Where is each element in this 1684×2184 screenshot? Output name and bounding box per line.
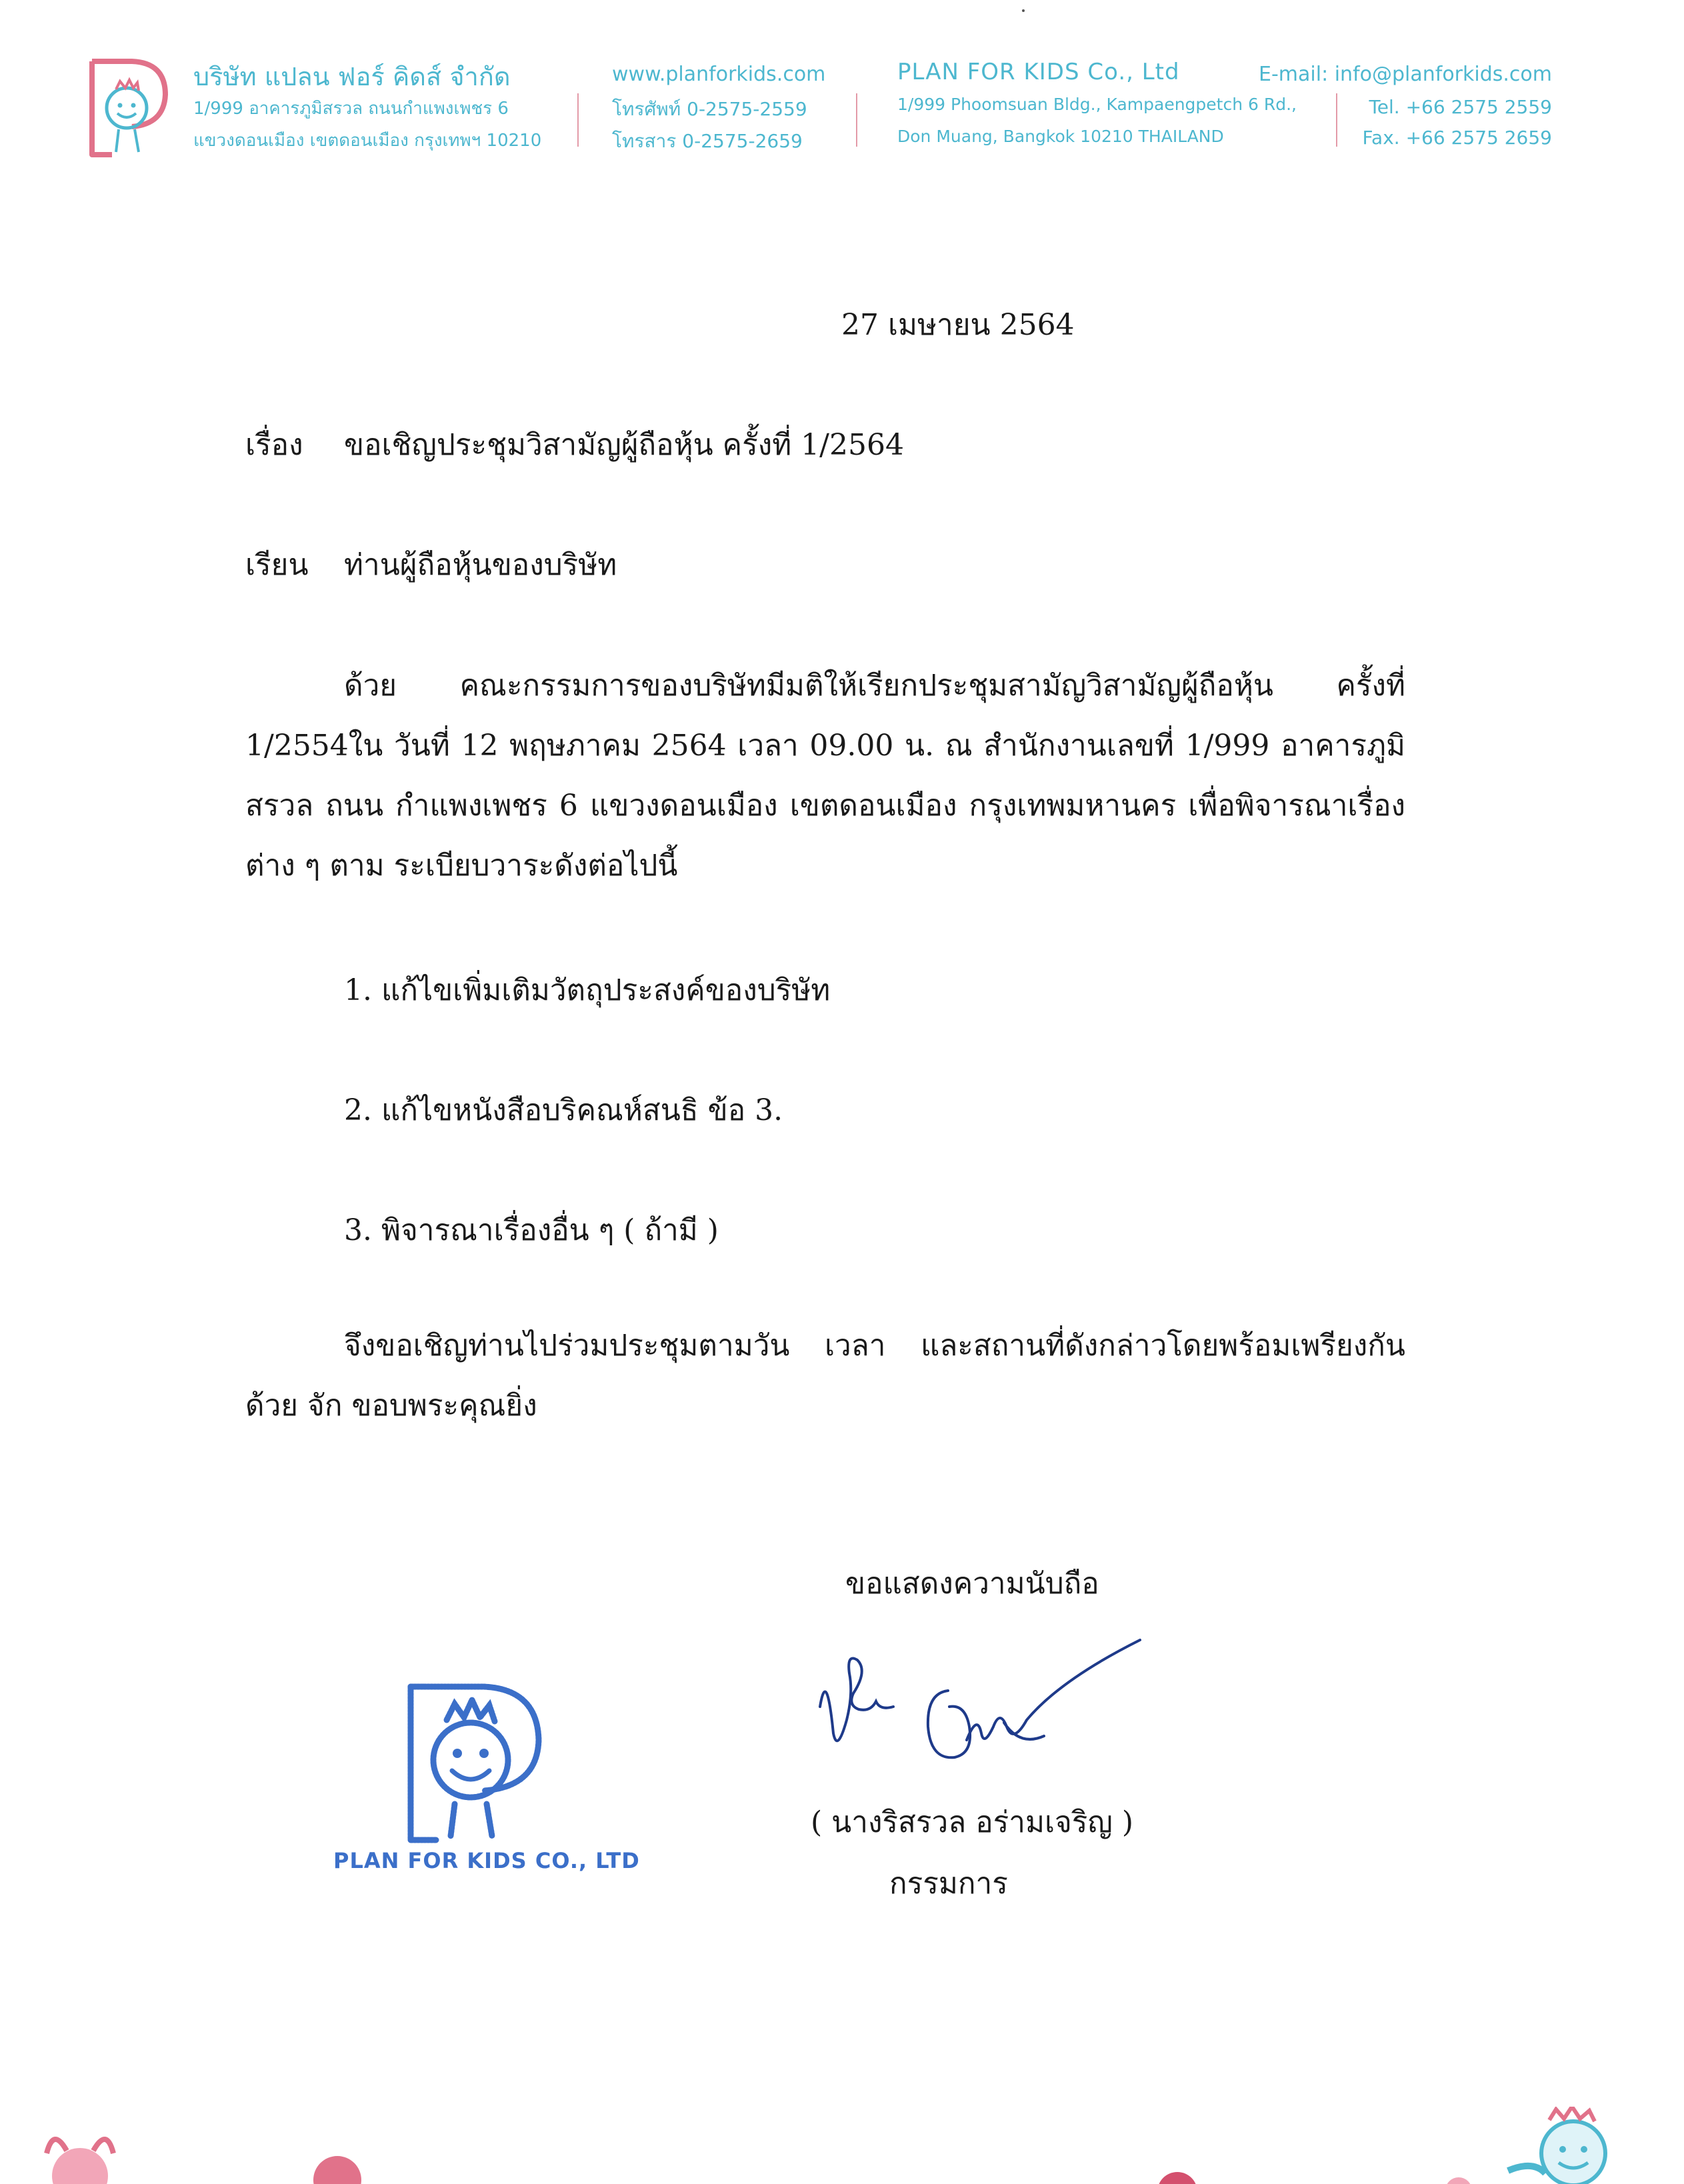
letter-date: 27 เมษายน 2564 bbox=[841, 308, 1075, 342]
plan-for-kids-logo-icon bbox=[85, 55, 171, 160]
letterhead bbox=[0, 0, 1684, 173]
stamp-company-label: PLAN FOR KIDS CO., LTD bbox=[333, 1848, 640, 1873]
letterhead-divider bbox=[577, 93, 579, 147]
company-name-thai: บริษัท แปลน ฟอร์ คิดส์ จำกัด bbox=[193, 62, 511, 91]
agenda-item: 3. พิจารณาเรื่องอื่น ๆ ( ถ้ามี ) bbox=[344, 1213, 719, 1247]
company-name-english: PLAN FOR KIDS Co., Ltd bbox=[897, 59, 1180, 85]
subject-label: เรื่อง bbox=[245, 428, 303, 462]
pink-creature-icon bbox=[313, 2156, 361, 2184]
company-address-thai-line-1: 1/999 อาคารภูมิสรวล ถนนกำแพงเพชร 6 bbox=[193, 99, 509, 119]
scan-speck bbox=[1022, 9, 1025, 12]
company-fax-thai: โทรสาร 0-2575-2659 bbox=[612, 130, 803, 152]
pink-dot-icon bbox=[1157, 2172, 1472, 2184]
company-address-thai-line-2: แขวงดอนเมือง เขตดอนเมือง กรุงเทพฯ 10210 bbox=[193, 131, 542, 151]
recipient-label: เรียน bbox=[245, 548, 309, 582]
company-phone-thai: โทรศัพท์ 0-2575-2559 bbox=[612, 98, 807, 120]
company-address-english-line-2: Don Muang, Bangkok 10210 THAILAND bbox=[897, 127, 1224, 146]
body-paragraph-closing: จึงขอเชิญท่านไปร่วมประชุมตามวัน เวลา และสถานที่ดังกล่าวโดยพร้อมเพรียงกันด้วย จัก ขอบพระคุณยิ่ง bbox=[245, 1329, 1405, 1423]
company-phone-english: Tel. +66 2575 2559 bbox=[1369, 96, 1552, 118]
company-stamp-icon bbox=[397, 1673, 557, 1853]
agenda-item: 1. แก้ไขเพิ่มเติมวัตถุประสงค์ของบริษัท bbox=[344, 973, 831, 1007]
blue-kid-icon bbox=[1508, 2107, 1605, 2184]
company-fax-english: Fax. +66 2575 2659 bbox=[1362, 127, 1552, 149]
pink-bunny-icon bbox=[47, 2139, 113, 2184]
handwritten-signature-icon bbox=[807, 1627, 1153, 1787]
agenda-item: 2. แก้ไขหนังสือบริคณห์สนธิ ข้อ 3. bbox=[344, 1093, 783, 1127]
closing-salutation: ขอแสดงความนับถือ bbox=[845, 1567, 1099, 1601]
company-website: www.planforkids.com bbox=[612, 63, 826, 86]
signer-position: กรรมการ bbox=[889, 1867, 1008, 1901]
recipient-text: ท่านผู้ถือหุ้นของบริษัท bbox=[344, 548, 617, 582]
subject-text: ขอเชิญประชุมวิสามัญผู้ถือหุ้น ครั้งที่ 1/2564 bbox=[344, 428, 904, 462]
footer-cartoon-decoration bbox=[0, 2107, 1684, 2184]
body-paragraph-invitation: ด้วย คณะกรรมการของบริษัทมีมติให้เรียกประชุมสามัญวิสามัญผู้ถือหุ้น ครั้งที่ 1/2554ใน วันที่ 12 พฤษภาคม 2564 เวลา 09.00 น. ณ สำนักงานเลขที่ 1/999 อาคารภูมิสรวล ถนน กำแพงเพชร 6 แขวงดอนเมือง เขตดอนเมือง กรุงเทพมหานคร เพื่อพิจารณาเรื่องต่าง ๆ ตาม ระเบียบวาระดังต่อไปนี้ bbox=[245, 669, 1405, 883]
company-address-english-line-1: 1/999 Phoomsuan Bldg., Kampaengpetch 6 Rd., bbox=[897, 95, 1297, 114]
signer-name: ( นางริสรวล อร่ามเจริญ ) bbox=[811, 1805, 1134, 1839]
letterhead-divider bbox=[856, 93, 857, 147]
company-email: E-mail: info@planforkids.com bbox=[1259, 63, 1552, 86]
letterhead-divider bbox=[1336, 93, 1337, 147]
